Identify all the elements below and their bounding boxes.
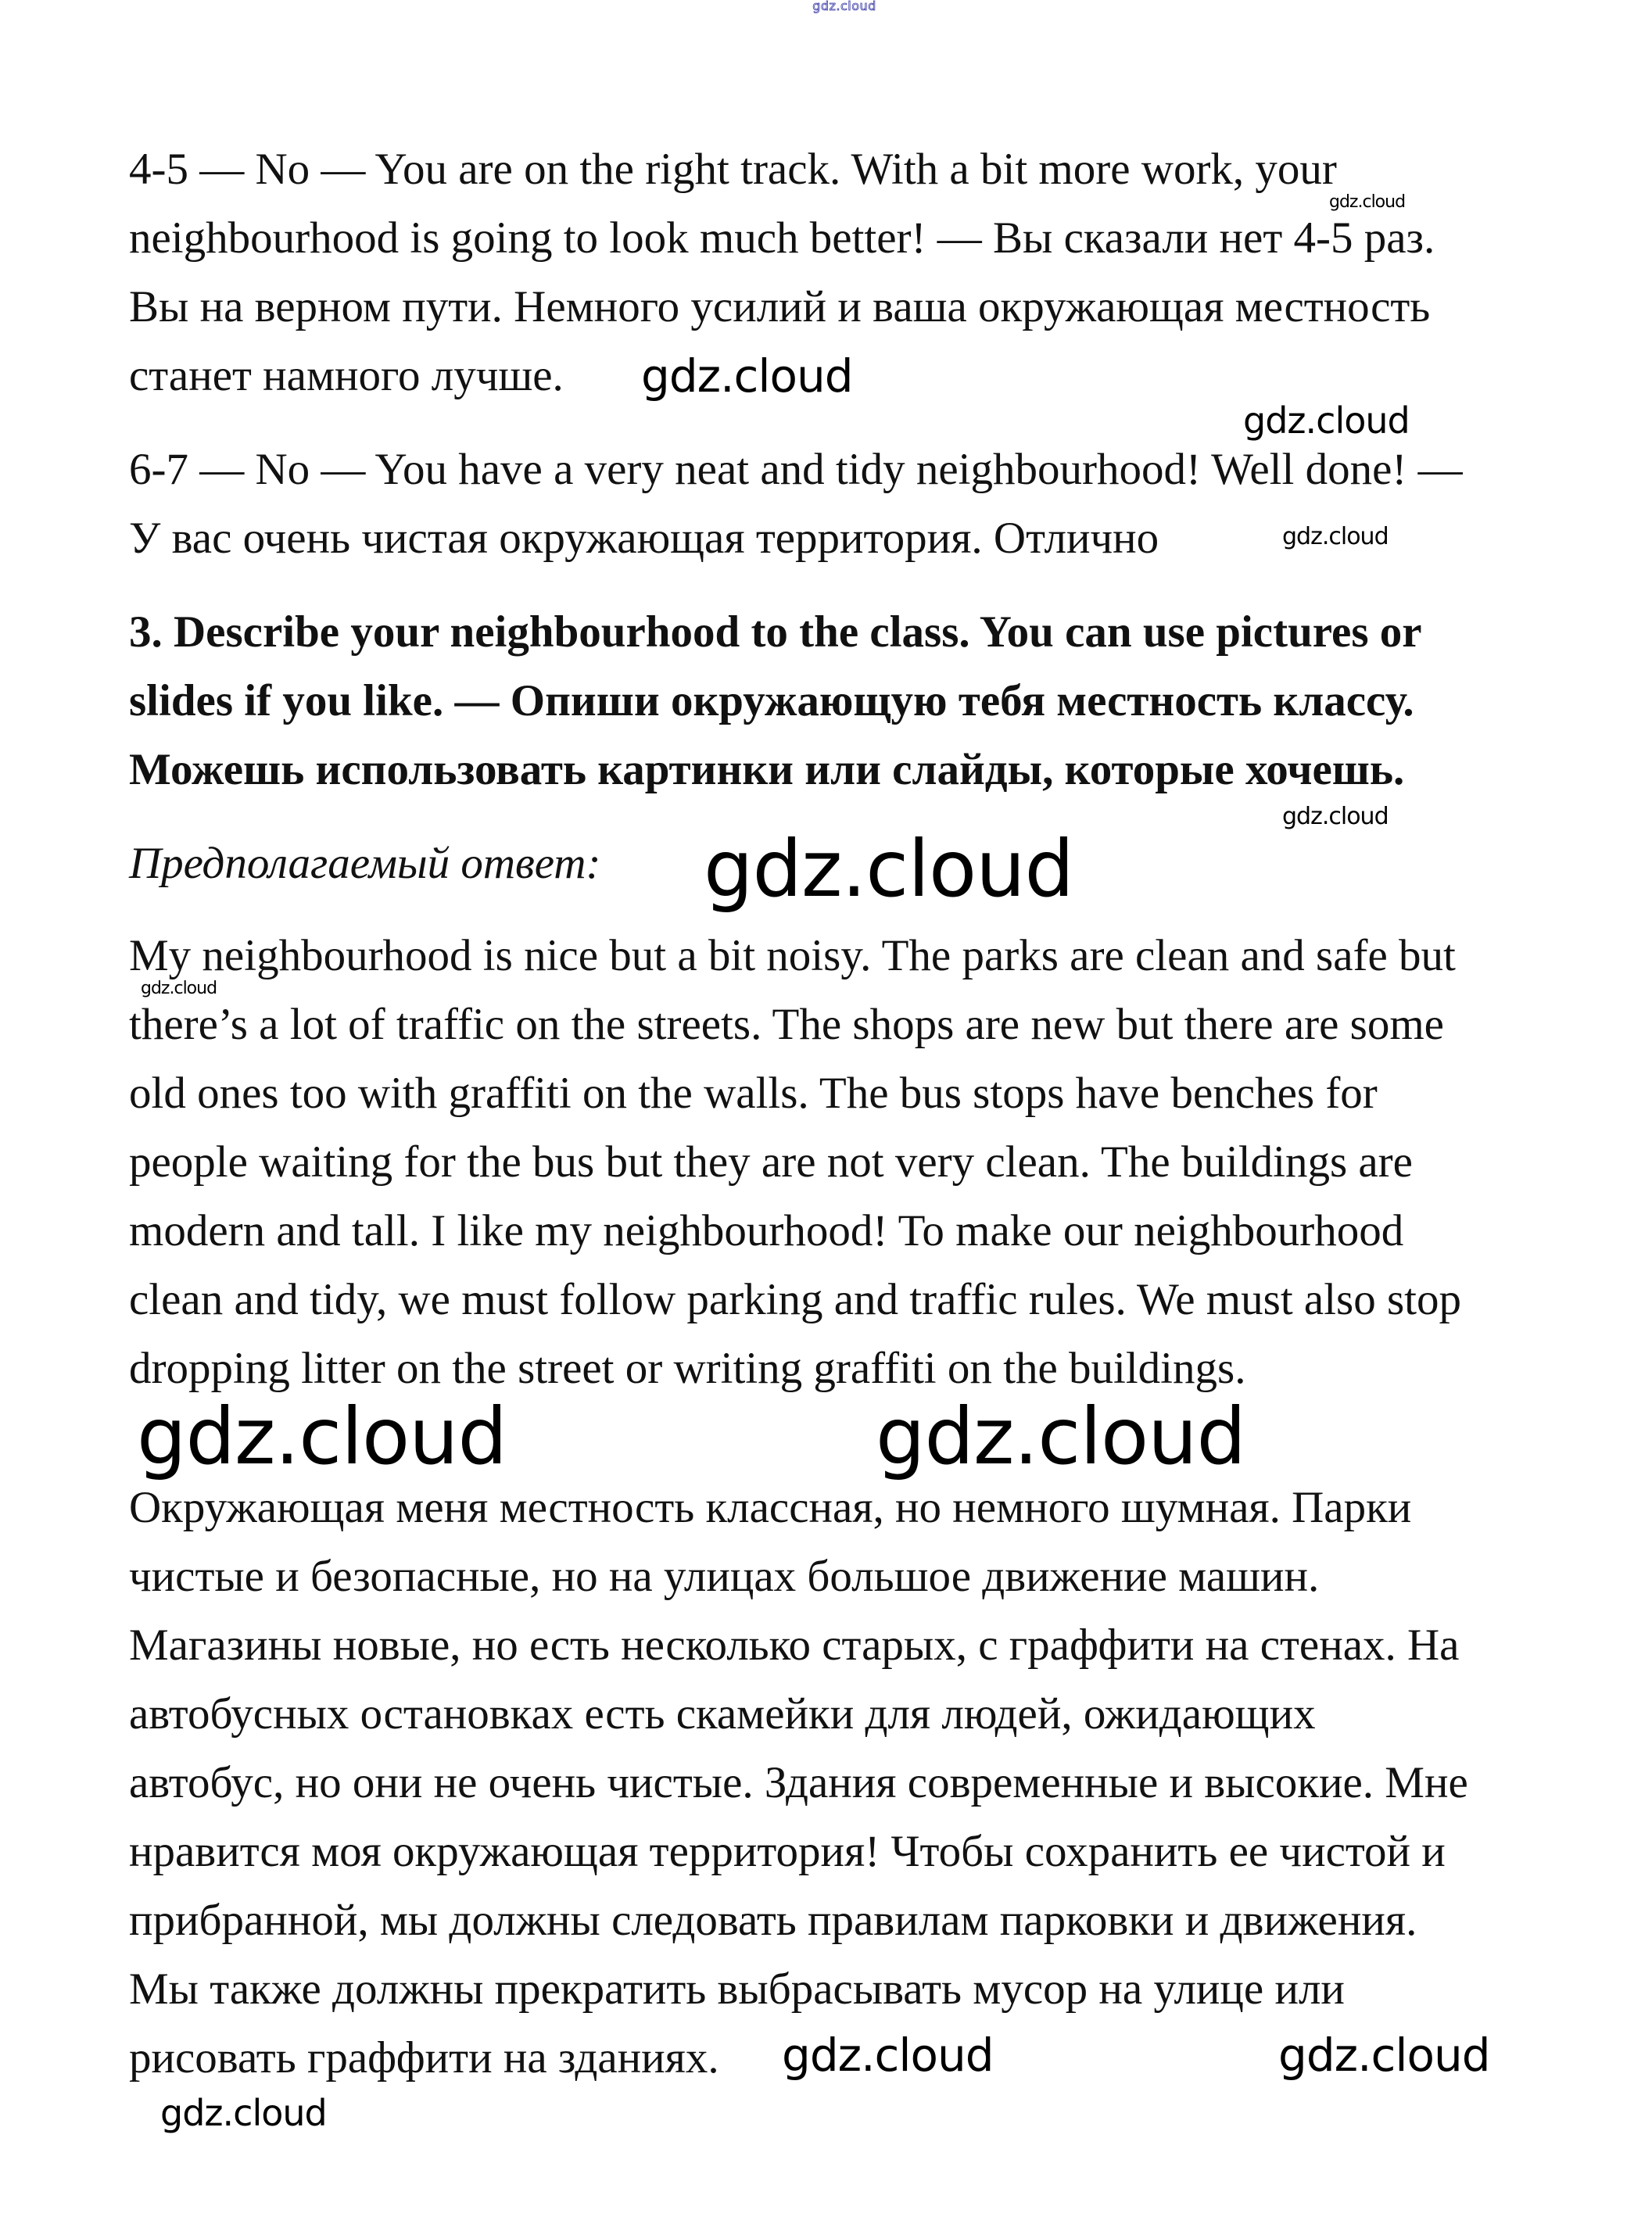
- task-heading-line-3: Можешь использовать картинки или слайды, которые хочешь.: [129, 745, 1405, 794]
- watermark: gdz.cloud: [1243, 399, 1410, 442]
- answer-en-line: people waiting for the bus but they are not very clean. The buildings are: [129, 1137, 1413, 1187]
- watermark: gdz.cloud: [704, 823, 1074, 915]
- watermark: gdz.cloud: [1282, 803, 1389, 830]
- watermark: gdz.cloud: [160, 2092, 327, 2134]
- answer-ru-line: рисовать граффити на зданиях.: [129, 2033, 719, 2083]
- answer-ru-line: прибранной, мы должны следовать правилам парковки и движения.: [129, 1896, 1417, 1945]
- answer-en-line: dropping litter on the street or writing graffiti on the buildings.: [129, 1344, 1246, 1393]
- answer-ru-line: Окружающая меня местность классная, но немного шумная. Парки: [129, 1483, 1412, 1532]
- answer-en-line: there’s a lot of traffic on the streets. The shops are new but there are some: [129, 1000, 1444, 1049]
- answer-ru-line: автобусных остановках есть скамейки для людей, ожидающих: [129, 1689, 1316, 1739]
- answer-ru-line: нравится моя окружающая территория! Чтобы сохранить ее чистой и: [129, 1827, 1446, 1876]
- answer-en-line: modern and tall. I like my neighbourhood! To make our neighbourhood: [129, 1206, 1404, 1255]
- site-mark: gdz.cloud: [812, 0, 876, 13]
- watermark: gdz.cloud: [782, 2029, 994, 2082]
- watermark: gdz.cloud: [1329, 192, 1406, 212]
- watermark: gdz.cloud: [1282, 523, 1389, 550]
- answer-en-line: clean and tidy, we must follow parking and traffic rules. We must also stop: [129, 1275, 1461, 1324]
- answer-label: Предполагаемый ответ:: [129, 839, 601, 888]
- task-heading-line-2: slides if you like. — Опиши окружающую тебя местность классу.: [129, 676, 1414, 725]
- answer-en-line: My neighbourhood is nice but a bit noisy. The parks are clean and safe but: [129, 931, 1456, 980]
- watermark: gdz.cloud: [641, 349, 853, 403]
- watermark: gdz.cloud: [141, 979, 217, 998]
- score-4-5-line-4: станет намного лучше.: [129, 351, 564, 400]
- watermark: gdz.cloud: [876, 1391, 1246, 1482]
- score-4-5-line-1: 4-5 — No — You are on the right track. With a bit more work, your: [129, 145, 1337, 194]
- score-6-7-line-1: 6-7 — No — You have a very neat and tidy neighbourhood! Well done! —: [129, 445, 1463, 494]
- score-6-7-line-2: У вас очень чистая окружающая территория. Отлично: [129, 514, 1159, 563]
- answer-ru-line: Мы также должны прекратить выбрасывать мусор на улице или: [129, 1964, 1345, 2014]
- score-4-5-line-2: neighbourhood is going to look much better! — Вы сказали нет 4-5 раз.: [129, 213, 1435, 263]
- score-4-5-line-3: Вы на верном пути. Немного усилий и ваша окружающая местность: [129, 282, 1431, 331]
- watermark: gdz.cloud: [1278, 2029, 1490, 2082]
- answer-ru-line: автобус, но они не очень чистые. Здания современные и высокие. Мне: [129, 1758, 1468, 1807]
- answer-ru-line: чистые и безопасные, но на улицах большое движение машин.: [129, 1552, 1320, 1601]
- task-heading-line-1: 3. Describe your neighbourhood to the class. You can use pictures or: [129, 607, 1422, 657]
- answer-en-line: old ones too with graffiti on the walls. The bus stops have benches for: [129, 1069, 1378, 1118]
- answer-ru-line: Магазины новые, но есть несколько старых, с граффити на стенах. На: [129, 1621, 1460, 1670]
- watermark: gdz.cloud: [137, 1391, 507, 1482]
